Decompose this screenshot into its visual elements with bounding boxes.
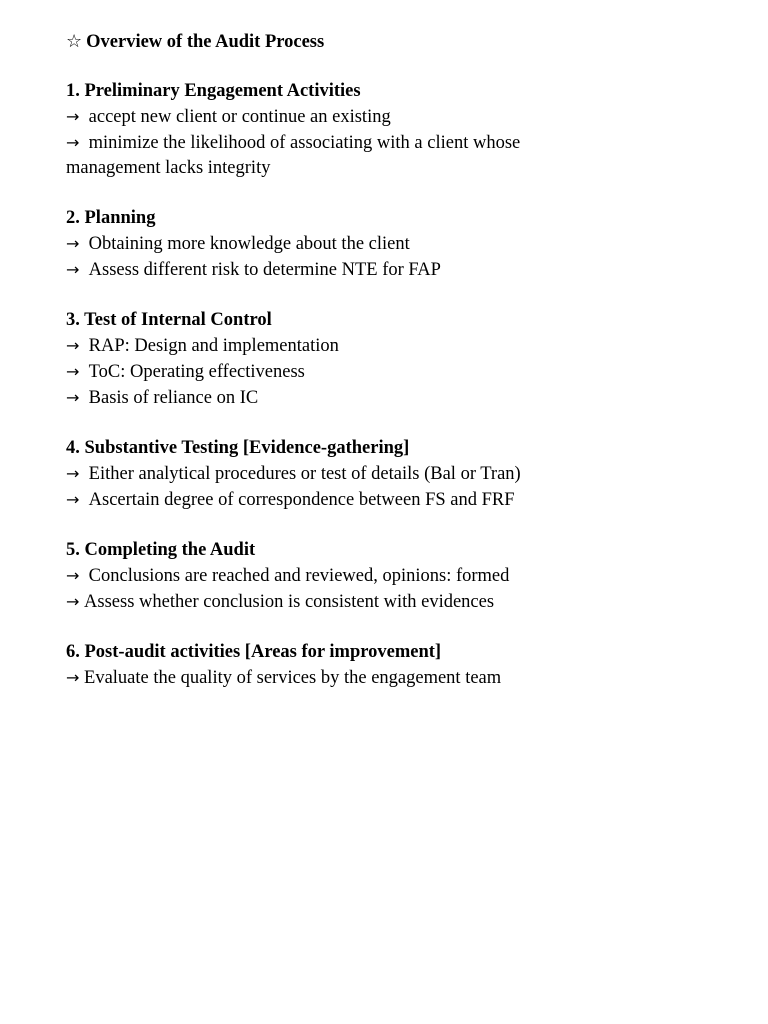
arrow-right-icon: → [66, 464, 80, 483]
document-page [66, 29, 746, 691]
section-heading: 2. Planning [66, 208, 156, 228]
list-item-text: Conclusions are reached and reviewed, opinions: formed [88, 566, 510, 586]
arrow-right-icon: → [66, 566, 80, 585]
section-heading: 3. Test of Internal Control [66, 310, 272, 330]
list-item-text: RAP: Design and implementation [88, 336, 339, 356]
list-item-text: accept new client or continue an existing [88, 107, 391, 127]
list-item-text: Basis of reliance on IC [88, 388, 259, 408]
section-heading: 1. Preliminary Engagement Activities [66, 81, 361, 101]
arrow-right-icon: → [66, 260, 80, 279]
document-title: Overview of the Audit Process [86, 32, 325, 52]
star-icon: ☆ [66, 31, 83, 52]
arrow-right-icon: → [66, 336, 80, 355]
list-item-text: Assess different risk to determine NTE for FAP [88, 260, 441, 280]
list-item-text: Either analytical procedures or test of details (Bal or Tran) [88, 464, 521, 484]
list-item-text: Ascertain degree of correspondence between FS and FRF [88, 490, 515, 510]
section-preliminary-engagement [66, 79, 746, 181]
arrow-right-icon: → [66, 668, 80, 687]
arrow-right-icon: → [66, 388, 80, 407]
section-completing-the-audit [66, 538, 746, 615]
document-title-line [66, 29, 746, 54]
section-post-audit-activities [66, 640, 746, 691]
list-item-text: Evaluate the quality of services by the engagement team [84, 668, 502, 688]
list-item [66, 563, 746, 589]
arrow-right-icon: → [66, 133, 80, 152]
list-item [66, 231, 746, 257]
list-item-text: Obtaining more knowledge about the client [88, 234, 410, 254]
arrow-right-icon: → [66, 592, 80, 611]
list-item [66, 333, 746, 359]
list-item [66, 385, 746, 411]
list-item [66, 257, 746, 283]
arrow-right-icon: → [66, 234, 80, 253]
section-heading: 4. Substantive Testing [Evidence-gathering] [66, 438, 410, 458]
list-item [66, 359, 746, 385]
list-item-text: ToC: Operating effectiveness [88, 362, 305, 382]
list-item [66, 665, 746, 691]
section-heading: 5. Completing the Audit [66, 540, 256, 560]
section-test-of-internal-control [66, 308, 746, 411]
arrow-right-icon: → [66, 362, 80, 381]
list-item [66, 104, 746, 130]
list-item [66, 487, 746, 513]
section-substantive-testing [66, 436, 746, 513]
list-item [66, 130, 586, 181]
list-item [66, 461, 746, 487]
arrow-right-icon: → [66, 107, 80, 126]
arrow-right-icon: → [66, 490, 80, 509]
list-item-text: minimize the likelihood of associating with a client whose management lacks integrity [66, 133, 521, 178]
section-planning [66, 206, 746, 283]
list-item-text: Assess whether conclusion is consistent with evidences [84, 592, 495, 612]
list-item [66, 589, 746, 615]
section-heading: 6. Post-audit activities [Areas for improvement] [66, 642, 442, 662]
